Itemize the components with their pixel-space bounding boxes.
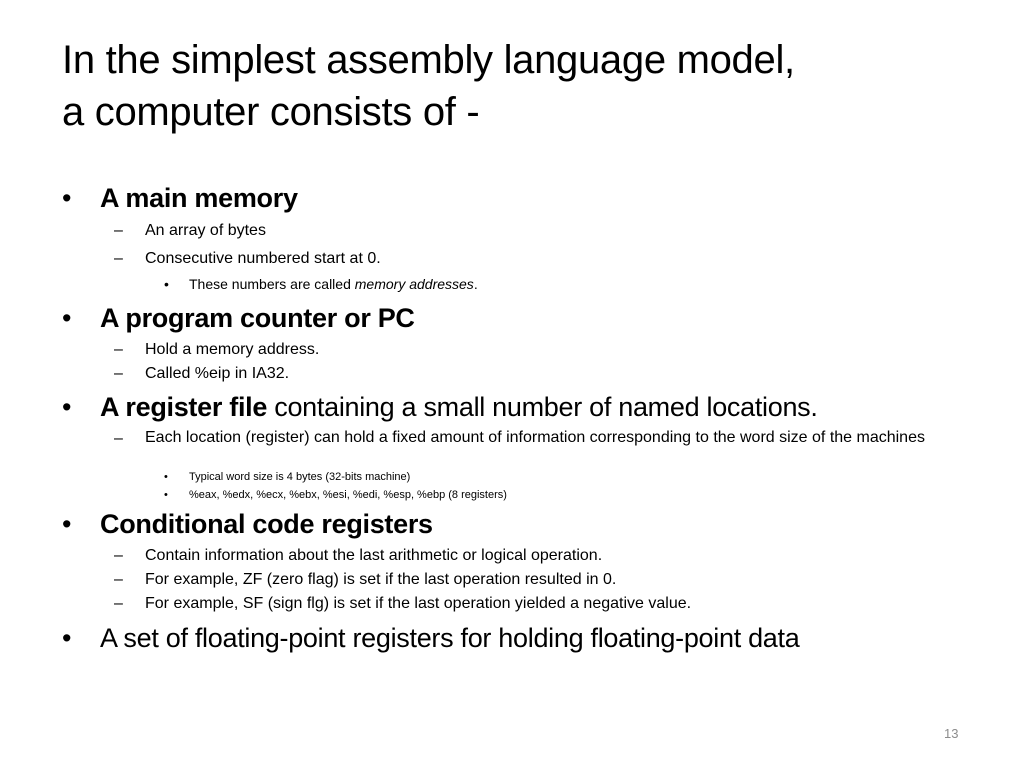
dash-icon: – [114,430,123,447]
list-item-bold-text: A program counter or PC [100,303,415,333]
list-item-text [100,182,298,214]
dash-icon: – [114,595,123,612]
list-item-text: Hold a memory address. [145,341,320,358]
list-item-text: For example, ZF (zero flag) is set if the last operation resulted in 0. [145,571,617,588]
list-item-text [100,302,415,334]
list-item-bold-text: A main memory [100,183,298,213]
bullet-icon: • [62,509,72,539]
list-item-text: Contain information about the last arithmetic or logical operation. [145,547,603,564]
page-number: 13 [944,726,959,741]
list-item-bold-text: Conditional code registers [100,509,433,539]
list-item-text: Typical word size is 4 bytes (32-bits machine) [189,471,411,483]
list-item-italic-text: memory addresses [354,276,474,292]
list-item-text: For example, SF (sign flg) is set if the last operation yielded a negative value. [145,595,692,612]
list-item-tail-text: . [473,276,478,292]
list-item-plain-text: These numbers are called [189,276,355,292]
list-item-text: An array of bytes [145,222,266,239]
bullet-icon: • [62,183,72,213]
list-item-text [189,275,478,293]
slide-title-line-1: In the simplest assembly language model, [62,38,795,82]
list-item-text [100,508,433,540]
list-item-text [100,391,818,423]
dash-icon: – [114,250,123,267]
list-item-bold-text: A register file [100,392,268,422]
list-item-text: A set of floating-point registers for holding floating-point data [100,623,800,653]
list-item-text: Consecutive numbered start at 0. [145,250,381,267]
bullet-icon: • [164,471,168,483]
dash-icon: – [114,547,123,564]
dash-icon: – [114,341,123,358]
bullet-icon: • [164,276,169,292]
list-item-text: %eax, %edx, %ecx, %ebx, %esi, %edi, %esp, %ebp (8 registers) [189,489,507,501]
list-item-text: Called %eip in IA32. [145,365,290,382]
list-item-text: Each location (register) can hold a fixed amount of information corresponding to the word size of the machines [145,429,925,446]
bullet-icon: • [62,392,72,422]
list-item-rest-text: containing a small number of named locations. [267,392,818,422]
bullet-icon: • [62,623,72,653]
dash-icon: – [114,365,123,382]
dash-icon: – [114,222,123,239]
bullet-icon: • [164,489,168,501]
slide-title-line-2: a computer consists of - [62,90,480,134]
dash-icon: – [114,571,123,588]
bullet-icon: • [62,303,72,333]
